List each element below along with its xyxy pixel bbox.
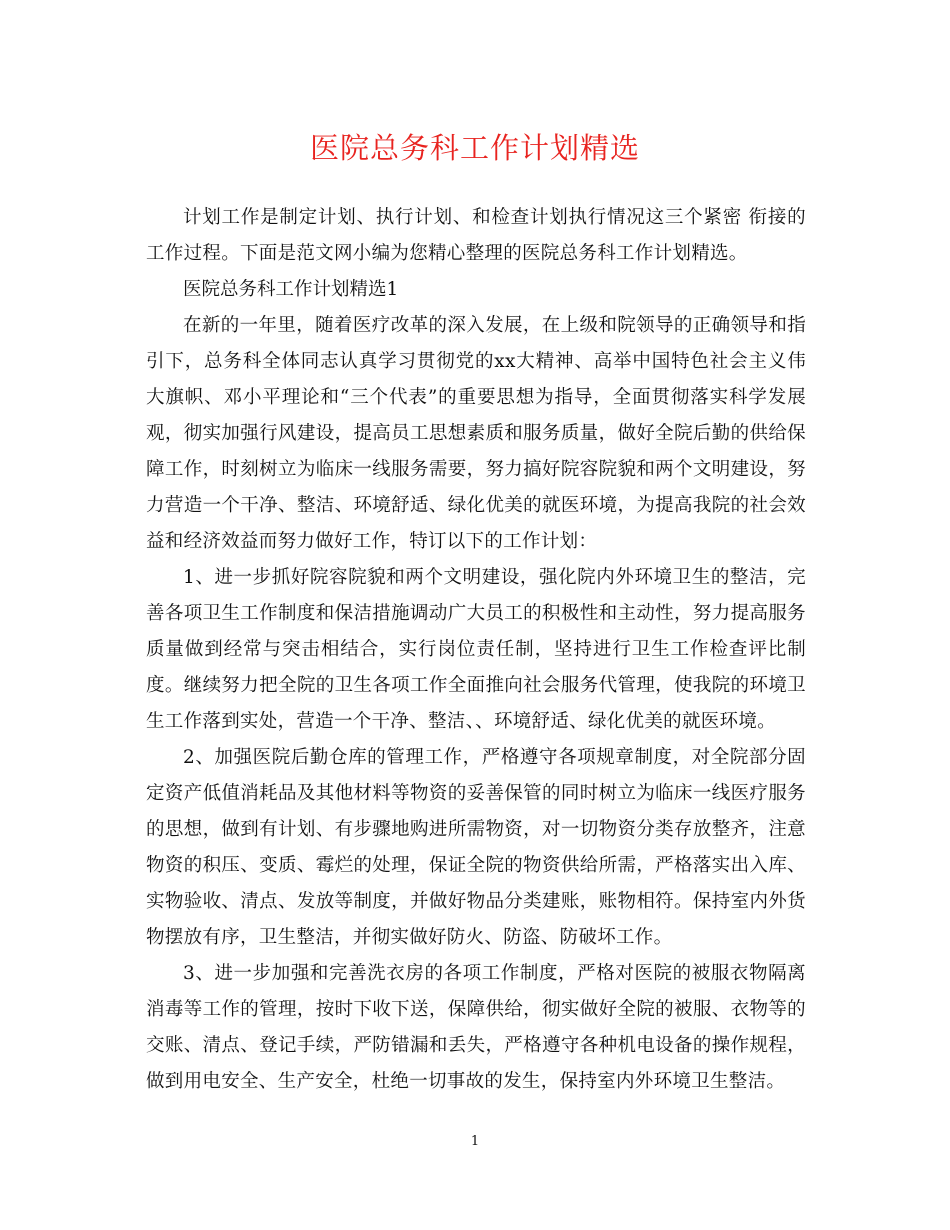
body-paragraph: 2、加强医院后勤仓库的管理工作，严格遵守各项规章制度，对全院部分固定资产低值消耗品及其他材料等物资的妥善保管的同时树立为临床一线医疗服务的思想，做到有计划、有步骤地购进所需物资，对一切物资分类存放整齐，注意物资的积压、变质、霉烂的处理，保证全院的物资供给所需，严格落实出入库、实物验收、清点、发放等制度，并做好物品分类建账，账物相符。保持室内外货物摆放有序，卫生整洁，并彻实做好防火、防盗、防破坏工作。 [146, 747, 806, 948]
body-paragraph: 1、进一步抓好院容院貌和两个文明建设，强化院内外环境卫生的整洁，完善各项卫生工作制度和保洁措施调动广大员工的积极性和主动性，努力提高服务质量做到经常与突击相结合，实行岗位责任制，坚持进行卫生工作检查评比制度。继续努力把全院的卫生各项工作全面推向社会服务代管理，使我院的环境卫生工作落到实处，营造一个干净、整洁、、环境舒适、绿化优美的就医环境。 [146, 567, 806, 732]
body-paragraph: 3、进一步加强和完善洗衣房的各项工作制度，严格对医院的被服衣物隔离消毒等工作的管理，按时下收下送，保障供给，彻实做好全院的被服、衣物等的交账、清点、登记手续，严防错漏和丢失，严格遵守各种机电设备的操作规程，做到用电安全、生产安全，杜绝一切事故的发生，保持室内外环境卫生整洁。 [146, 963, 806, 1092]
document-body [146, 200, 806, 1100]
document-title: 医院总务科工作计划精选 [309, 131, 640, 165]
body-paragraph: 在新的一年里，随着医疗改革的深入发展，在上级和院领导的正确领导和指引下，总务科全体同志认真学习贯彻党的xx大精神、高举中国特色社会主义伟大旗帜、邓小平理论和“三个代表”的重要思想为指导，全面贯彻落实科学发展观，彻实加强行风建设，提高员工思想素质和服务质量，做好全院后勤的供给保障工作，时刻树立为临床一线服务需要，努力搞好院容院貌和两个文明建设，努力营造一个干净、整洁、环境舒适、绿化优美的就医环境，为提高我院的社会效益和经济效益而努力做好工作，特订以下的工作计划： [146, 315, 806, 552]
page-number: 1 [470, 1134, 480, 1149]
section-heading: 医院总务科工作计划精选1 [183, 279, 399, 300]
intro-paragraph: 计划工作是制定计划、执行计划、和检查计划执行情况这三个紧密 衔接的工作过程。下面是范文网小编为您精心整理的医院总务科工作计划精选。 [146, 207, 806, 264]
